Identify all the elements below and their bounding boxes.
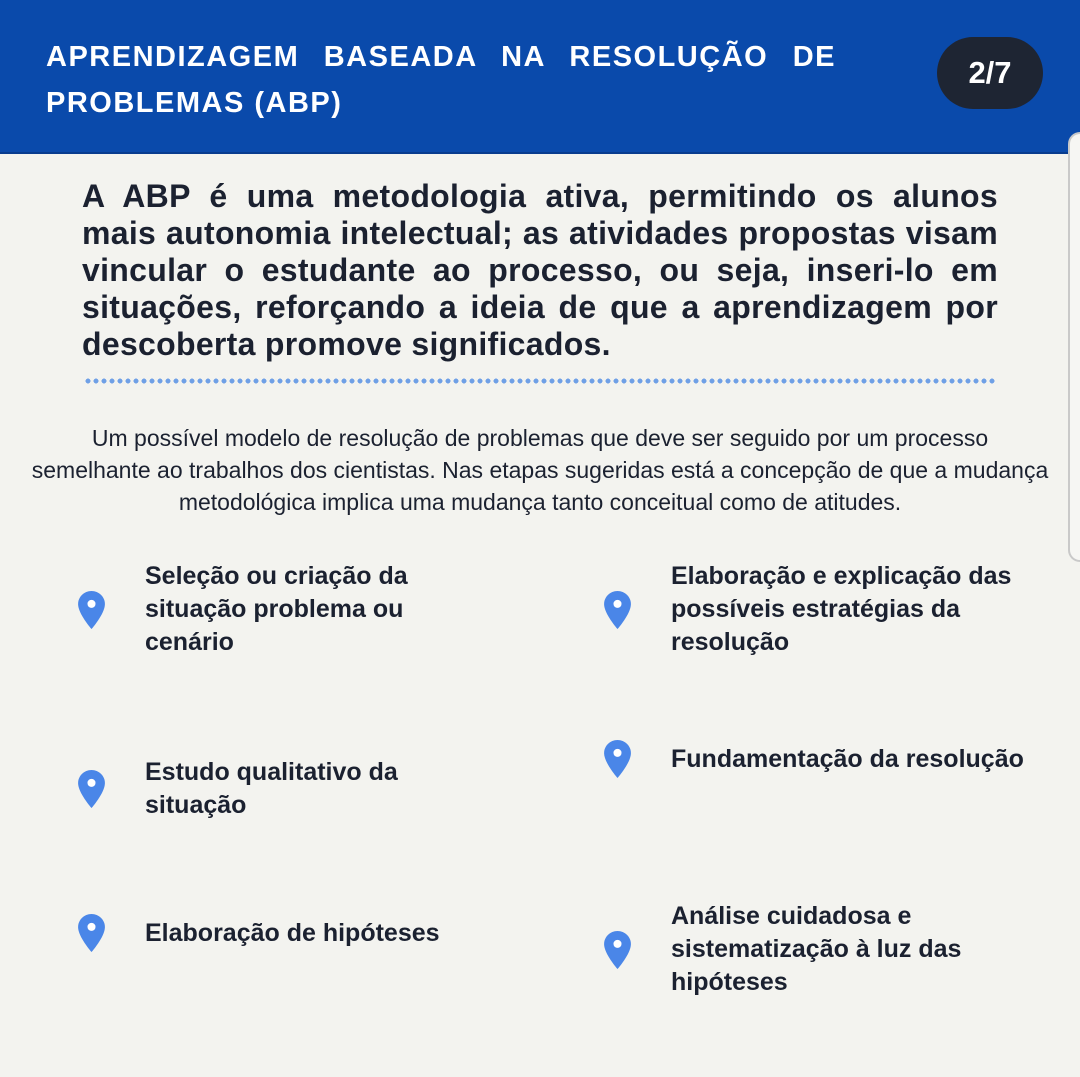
location-pin-icon xyxy=(604,591,631,629)
location-pin-icon xyxy=(78,770,105,808)
step-item xyxy=(78,914,498,952)
location-pin-icon xyxy=(78,914,105,952)
scroll-panel-edge[interactable] xyxy=(1068,132,1080,562)
dotted-divider xyxy=(84,378,996,384)
header-banner xyxy=(0,0,1080,154)
step-item xyxy=(78,756,498,822)
step-item xyxy=(604,560,1024,659)
description-paragraph: Um possível modelo de resolução de problemas que deve ser seguido por um processo semelhante ao trabalhos dos cientistas. Nas etapas sugeridas está a concepção de que a mudança metodológica implica uma mudança tanto conceitual como de atitudes. xyxy=(31,425,1049,515)
location-pin-icon xyxy=(604,931,631,969)
step-label: Análise cuidadosa e sistematização à luz das hipóteses xyxy=(671,902,962,996)
step-label: Fundamentação da resolução xyxy=(671,744,1024,773)
step-label: Estudo qualitativo da situação xyxy=(145,758,398,819)
page-indicator-badge: 2/7 xyxy=(937,37,1043,109)
step-item xyxy=(78,560,498,659)
location-pin-icon xyxy=(78,591,105,629)
page-title: APRENDIZAGEM BASEADA NA RESOLUÇÃO DE PROBLEMAS (ABP) xyxy=(46,41,836,119)
step-label: Elaboração de hipóteses xyxy=(145,918,440,947)
step-item xyxy=(604,900,1024,999)
step-item xyxy=(604,740,1024,778)
step-label: Elaboração e explicação das possíveis estratégias da resolução xyxy=(671,562,1012,656)
step-label: Seleção ou criação da situação problema ou cenário xyxy=(145,562,408,656)
intro-paragraph: A ABP é uma metodologia ativa, permitindo os alunos mais autonomia intelectual; as atividades propostas visam vincular o estudante ao processo, ou seja, inseri-lo em situações, reforçando a ideia de que a aprendizagem por descoberta promove significados. xyxy=(82,178,998,362)
location-pin-icon xyxy=(604,740,631,778)
